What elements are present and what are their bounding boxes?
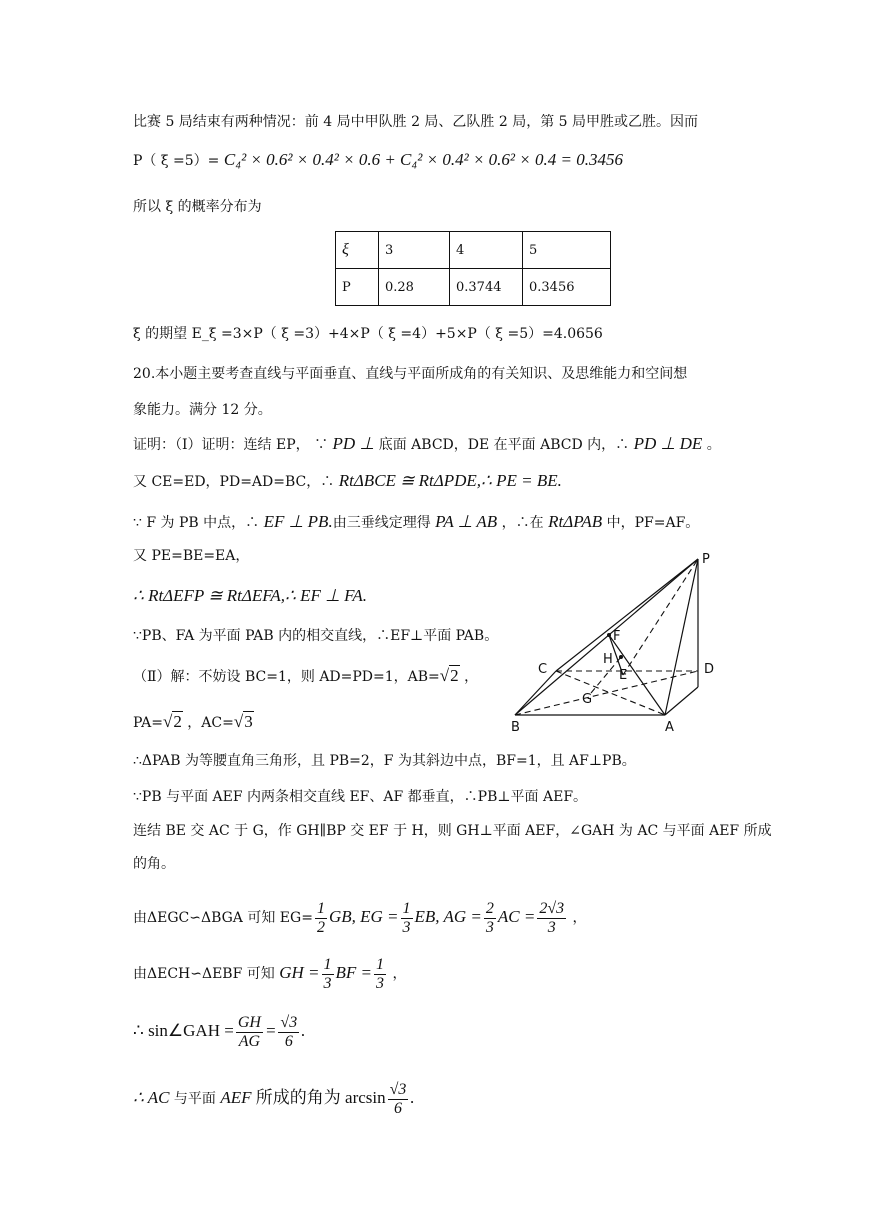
table-cell: ξ xyxy=(336,232,379,269)
math-expr: GH = xyxy=(279,963,320,982)
formula-p-xi-5 xyxy=(133,150,623,171)
line-fa xyxy=(609,635,665,715)
solution-line-6: 的角。 xyxy=(133,856,175,872)
proof-text: ， xyxy=(459,669,479,685)
denominator: 3 xyxy=(402,918,411,936)
table-cell: 5 xyxy=(523,232,611,269)
proof-text: ，AC= xyxy=(182,715,234,731)
math-expr: GB, EG = xyxy=(328,907,399,926)
math-expr: AC = xyxy=(497,907,536,926)
numerator: GH xyxy=(237,1013,261,1031)
fraction xyxy=(278,1014,299,1051)
proof-line-1 xyxy=(133,434,721,455)
solution-line-9: ∴ sin∠GAH = $\frac{GH}{AG}$ = $\frac{√3}{6}$ . xyxy=(133,1013,306,1050)
proof-text: 又 CE=ED，PD=AD=BC，∴ xyxy=(133,474,339,490)
proof-text: 由ΔECH∽ΔEBF 可知 xyxy=(133,966,280,982)
text-line-1: 比赛 5 局结束有两种情况：前 4 局中甲队胜 2 局、乙队胜 2 局，第 5 局甲胜或乙胜。因而 xyxy=(133,114,699,130)
problem-20-heading: 20.本小题主要考查直线与平面垂直、直线与平面所成角的有关知识、及思维能力和空间想 xyxy=(133,366,688,382)
denominator: 6 xyxy=(394,1099,403,1117)
math-expr: PA ⊥ AB xyxy=(435,512,498,531)
proof-text: ，∴在 xyxy=(497,515,549,531)
proof-text: PA= xyxy=(133,715,163,731)
math-expr: PD ⊥ xyxy=(332,434,375,453)
math-expr: . xyxy=(410,1088,415,1107)
math-expr: ∴ AC xyxy=(133,1088,170,1107)
edge-bc xyxy=(515,671,556,715)
label-b: B xyxy=(511,720,520,735)
expectation-line: ξ 的期望 E_ξ =3×P（ ξ =3）+4×P（ ξ =4）+5×P（ ξ =5）=4.0656 xyxy=(133,326,603,342)
label-a: A xyxy=(665,720,674,735)
table-row xyxy=(336,232,611,269)
solution-line-8 xyxy=(133,953,406,994)
proof-line-3 xyxy=(133,512,699,533)
text-line-3: 所以 ξ 的概率分布为 xyxy=(133,199,262,215)
denominator: 3 xyxy=(547,918,556,936)
numerator: 1 xyxy=(316,899,325,917)
math-expr: ∴ sin∠GAH = xyxy=(133,1021,234,1040)
math-expr: PD ⊥ DE xyxy=(633,434,703,453)
edge-cp xyxy=(556,559,698,671)
proof-text: （Ⅱ）解：不妨设 BC=1，则 AD=PD=1，AB= xyxy=(133,669,440,685)
table-cell: 0.28 xyxy=(379,269,450,306)
fraction xyxy=(236,1014,263,1051)
solution-line-3: ∴ΔPAB 为等腰直角三角形，且 PB=2，F 为其斜边中点，BF=1，且 AF⊥PB。 xyxy=(133,753,636,769)
numerator: 1 xyxy=(376,955,384,973)
math-expr: RtΔBCE ≅ RtΔPDE,∴ PE = BE. xyxy=(338,471,562,490)
proof-text: 底面 ABCD，DE 在平面 ABCD 内，∴ xyxy=(374,437,634,453)
solution-line-4: ∵PB 与平面 AEF 内两条相交直线 EF、AF 都垂直，∴PB⊥平面 AEF。 xyxy=(133,789,588,805)
numerator: 2 xyxy=(485,899,494,917)
math-expr: EF ⊥ PB. xyxy=(263,512,333,531)
denominator: 3 xyxy=(485,918,494,936)
table-cell: P xyxy=(336,269,379,306)
line-bd-hidden xyxy=(515,671,698,715)
label-c: C xyxy=(538,662,548,677)
proof-line-6: ∵PB、FA 为平面 PAB 内的相交直线，∴EF⊥平面 PAB。 xyxy=(133,628,499,644)
label-d: D xyxy=(704,662,715,677)
sqrt-expr: √2 xyxy=(162,712,182,731)
table-cell: 0.3744 xyxy=(450,269,523,306)
fraction xyxy=(374,956,386,993)
fraction xyxy=(401,900,413,937)
solution-line-2 xyxy=(133,712,254,733)
table-cell: 3 xyxy=(379,232,450,269)
denominator: 3 xyxy=(376,974,384,992)
fraction xyxy=(322,956,334,993)
denominator: 3 xyxy=(323,974,332,992)
table-row xyxy=(336,269,611,306)
formula-prefix: P（ ξ =5）= xyxy=(133,153,224,169)
solution-line-5: 连结 BE 交 AC 于 G，作 GH∥BP 交 EF 于 H，则 GH⊥平面 AEF，∠GAH 为 AC 与平面 AEF 所成 xyxy=(133,823,772,839)
proof-text: ∵ F 为 PB 中点，∴ xyxy=(133,515,264,531)
table-cell: 0.3456 xyxy=(523,269,611,306)
formula-expression: C₄² × 0.6² × 0.4² × 0.6 + C₄² × 0.4² × 0.6² × 0.4 = 0.3456 xyxy=(223,150,623,169)
solution-line-1 xyxy=(133,666,478,687)
math-expr: EB, AG = xyxy=(414,907,482,926)
fraction xyxy=(484,900,496,937)
label-g: G xyxy=(582,692,593,707)
fraction xyxy=(537,900,566,937)
table-cell: 4 xyxy=(450,232,523,269)
math-expr: BF = xyxy=(335,963,372,982)
proof-line-5: ∴ RtΔEFP ≅ RtΔEFA,∴ EF ⊥ FA. xyxy=(133,586,368,605)
numerator: 2√3 xyxy=(539,899,565,917)
numerator: √3 xyxy=(280,1013,298,1031)
denominator: 2 xyxy=(316,918,325,936)
proof-text: 证明：（Ⅰ）证明：连结 EP， ∵ xyxy=(133,437,333,453)
proof-line-2 xyxy=(133,471,562,492)
math-expr: AEF xyxy=(220,1088,252,1107)
radicand: 2 xyxy=(450,666,459,685)
radicand: 3 xyxy=(244,712,253,731)
label-p: P xyxy=(702,552,710,567)
line-ep-hidden xyxy=(623,559,698,675)
proof-text: ， xyxy=(388,966,407,982)
fraction xyxy=(388,1081,409,1118)
math-expr: = xyxy=(264,1021,277,1040)
proof-text: 与平面 xyxy=(169,1091,221,1107)
proof-text: ， xyxy=(568,910,587,926)
distribution-table xyxy=(335,231,611,306)
problem-20-score: 象能力。满分 12 分。 xyxy=(133,402,272,418)
label-e: E xyxy=(619,668,628,683)
numerator: 1 xyxy=(402,899,411,917)
solution-line-7 xyxy=(133,897,587,938)
proof-text: 所成的角为 arcsin xyxy=(251,1088,386,1107)
proof-text: 中，PF=AF。 xyxy=(602,515,700,531)
denominator: 6 xyxy=(284,1032,293,1050)
proof-line-4: 又 PE=BE=EA， xyxy=(133,548,250,564)
math-expr: RtΔPAB xyxy=(548,512,603,531)
solution-line-10 xyxy=(133,1078,415,1119)
line-ca-hidden xyxy=(556,671,665,715)
denominator: AG xyxy=(238,1032,261,1050)
label-h: H xyxy=(603,652,613,667)
numerator: √3 xyxy=(389,1080,407,1098)
sqrt-expr: √3 xyxy=(233,712,253,731)
proof-text: 。 xyxy=(702,437,721,453)
proof-text: 由ΔEGC∽ΔBGA 可知 EG= xyxy=(133,910,313,926)
point-h xyxy=(619,655,623,659)
sqrt-expr: √2 xyxy=(439,666,459,685)
point-f xyxy=(607,633,611,637)
numerator: 1 xyxy=(323,955,332,973)
fraction xyxy=(315,900,327,937)
label-f: F xyxy=(613,629,621,644)
proof-text: 由三垂线定理得 xyxy=(332,515,436,531)
pyramid-figure xyxy=(505,547,735,737)
radicand: 2 xyxy=(173,712,182,731)
